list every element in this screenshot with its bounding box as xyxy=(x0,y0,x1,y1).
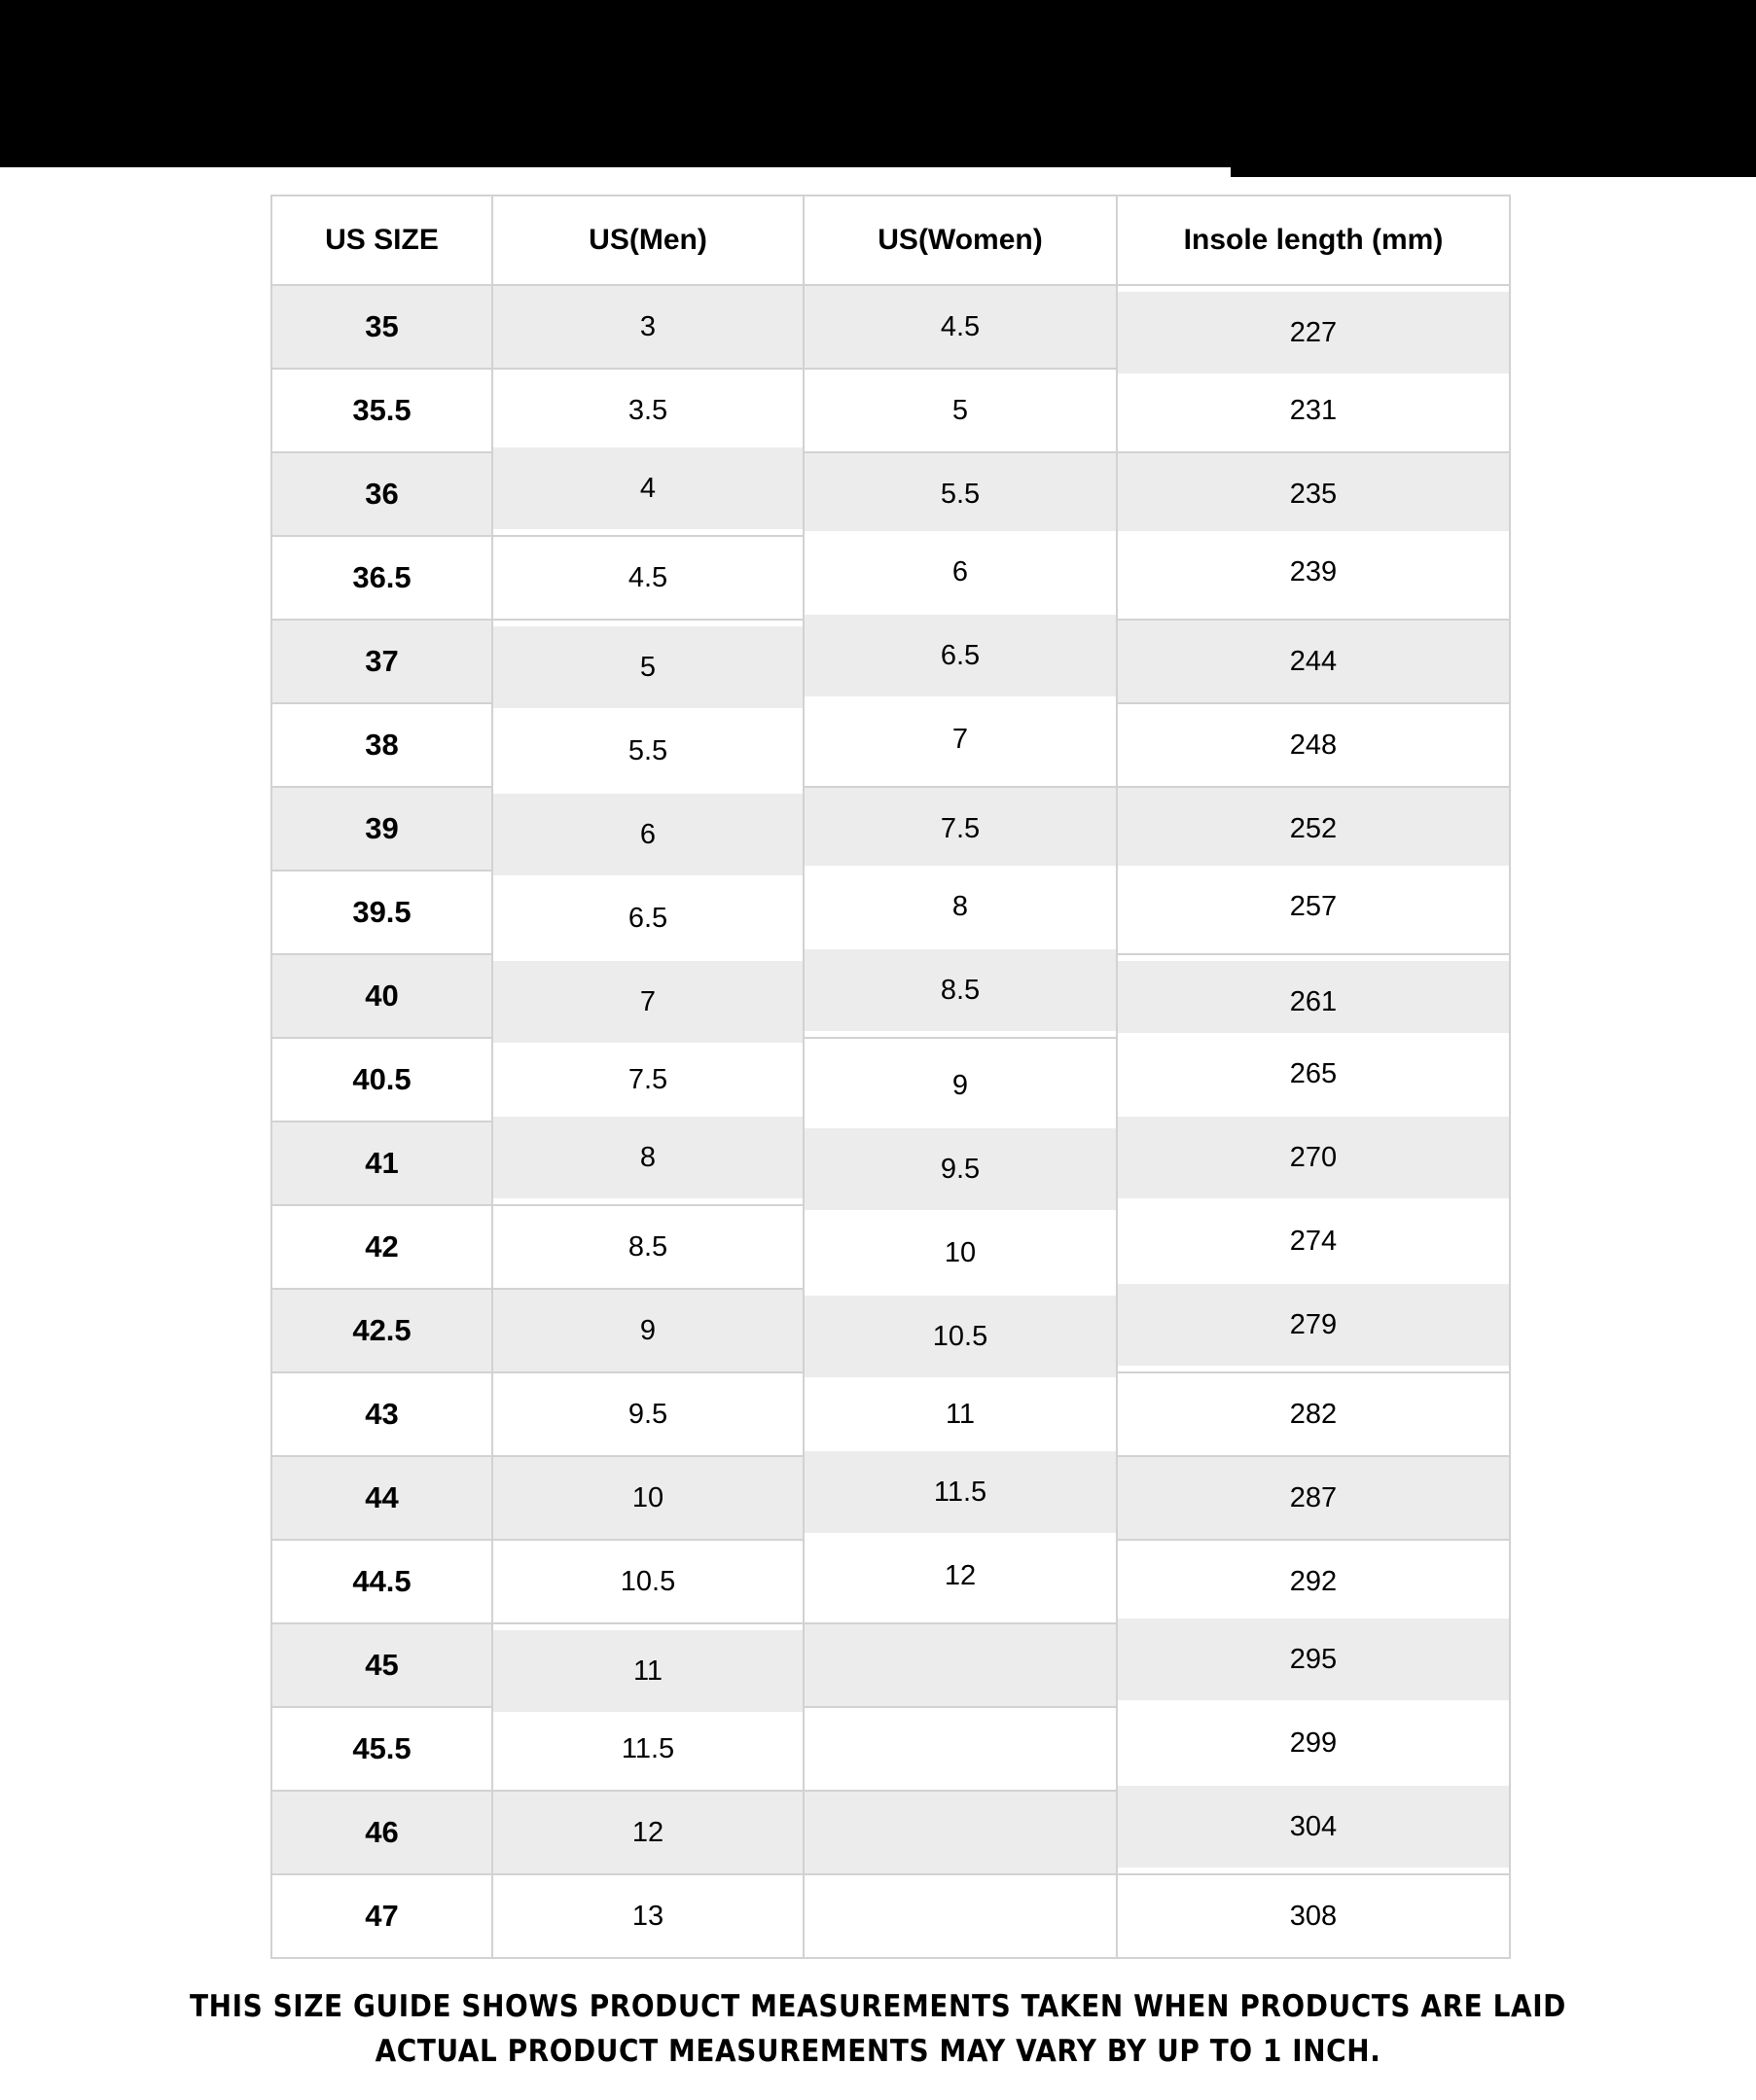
cell-insole-length: 295 xyxy=(1117,1618,1510,1701)
cell-us-size: 44.5 xyxy=(271,1540,492,1623)
cell-insole-length: 252 xyxy=(1117,787,1510,871)
table-row xyxy=(271,1791,1510,1874)
cell-us-size: 41 xyxy=(271,1121,492,1205)
cell-us-men: 3 xyxy=(492,285,804,369)
table-row xyxy=(271,871,1510,954)
cell-us-men: 11 xyxy=(492,1629,804,1713)
table-row xyxy=(271,620,1510,703)
cell-us-men: 8 xyxy=(492,1116,804,1199)
cell-us-women xyxy=(804,1874,1117,1958)
cell-us-size: 45.5 xyxy=(271,1707,492,1791)
cell-us-men: 12 xyxy=(492,1791,804,1874)
cell-us-size: 47 xyxy=(271,1874,492,1958)
cell-insole-length: 287 xyxy=(1117,1456,1510,1540)
cell-us-size: 37 xyxy=(271,620,492,703)
cell-us-size: 39.5 xyxy=(271,871,492,954)
cell-insole-length: 261 xyxy=(1117,960,1510,1044)
cell-us-men: 5 xyxy=(492,625,804,709)
cell-us-men: 5.5 xyxy=(492,709,804,793)
cell-us-size: 42.5 xyxy=(271,1289,492,1372)
cell-us-women: 11 xyxy=(804,1372,1117,1456)
cell-us-size: 40.5 xyxy=(271,1038,492,1121)
column-header-insole-length: Insole length (mm) xyxy=(1117,196,1510,285)
table-row xyxy=(271,369,1510,452)
cell-us-women: 7 xyxy=(804,697,1117,781)
cell-us-size: 36 xyxy=(271,452,492,536)
table-row xyxy=(271,787,1510,871)
cell-us-size: 38 xyxy=(271,703,492,787)
table-row xyxy=(271,285,1510,369)
cell-us-women: 6.5 xyxy=(804,614,1117,697)
cell-us-size: 42 xyxy=(271,1205,492,1289)
cell-us-women xyxy=(804,1791,1117,1874)
table-row xyxy=(271,703,1510,787)
cell-us-size: 40 xyxy=(271,954,492,1038)
cell-us-size: 36.5 xyxy=(271,536,492,620)
cell-us-women: 9 xyxy=(804,1044,1117,1127)
cell-us-women xyxy=(804,1623,1117,1707)
table-body xyxy=(271,285,1510,1958)
table-row xyxy=(271,452,1510,536)
cell-us-men: 10.5 xyxy=(492,1540,804,1623)
table-row xyxy=(271,1540,1510,1623)
cell-insole-length: 244 xyxy=(1117,620,1510,703)
cell-us-size: 45 xyxy=(271,1623,492,1707)
cell-us-men: 9.5 xyxy=(492,1372,804,1456)
cell-us-men: 9 xyxy=(492,1289,804,1372)
table-row xyxy=(271,1623,1510,1707)
footer-line-2: ACTUAL PRODUCT MEASUREMENTS MAY VARY BY UP TO 1 INCH. xyxy=(375,2034,1381,2069)
column-header-us-men: US(Men) xyxy=(492,196,804,285)
cell-us-women: 9.5 xyxy=(804,1127,1117,1211)
cell-us-men: 7.5 xyxy=(492,1038,804,1121)
cell-insole-length: 292 xyxy=(1117,1540,1510,1623)
cell-us-women: 5.5 xyxy=(804,452,1117,536)
footer-line-1: THIS SIZE GUIDE SHOWS PRODUCT MEASUREMENTS TAKEN WHEN PRODUCTS ARE LAID xyxy=(190,1989,1566,2024)
cell-us-women: 4.5 xyxy=(804,285,1117,369)
cell-us-size: 46 xyxy=(271,1791,492,1874)
cell-us-men: 13 xyxy=(492,1874,804,1958)
cell-insole-length: 227 xyxy=(1117,291,1510,374)
cell-us-men: 3.5 xyxy=(492,369,804,452)
cell-us-women xyxy=(804,1707,1117,1791)
cell-insole-length: 265 xyxy=(1117,1032,1510,1116)
column-header-us-size: US SIZE xyxy=(271,196,492,285)
cell-insole-length: 270 xyxy=(1117,1116,1510,1199)
table-header-row xyxy=(271,196,1510,285)
cell-insole-length: 235 xyxy=(1117,452,1510,536)
cell-us-women: 11.5 xyxy=(804,1450,1117,1534)
table-row xyxy=(271,1289,1510,1372)
table-header xyxy=(271,196,1510,285)
table-row xyxy=(271,536,1510,620)
cell-us-women: 12 xyxy=(804,1534,1117,1618)
table-row xyxy=(271,1874,1510,1958)
cell-us-women: 5 xyxy=(804,369,1117,452)
table-row xyxy=(271,1205,1510,1289)
table-row xyxy=(271,1121,1510,1205)
cell-us-size: 43 xyxy=(271,1372,492,1456)
cell-us-men: 7 xyxy=(492,960,804,1044)
table-row xyxy=(271,954,1510,1038)
cell-us-men: 4.5 xyxy=(492,536,804,620)
column-header-us-women: US(Women) xyxy=(804,196,1117,285)
cell-us-women: 10 xyxy=(804,1211,1117,1295)
cell-insole-length: 239 xyxy=(1117,530,1510,614)
table-row xyxy=(271,1372,1510,1456)
size-chart-container xyxy=(270,195,1509,1959)
cell-insole-length: 279 xyxy=(1117,1283,1510,1367)
cell-us-men: 11.5 xyxy=(492,1707,804,1791)
cell-insole-length: 231 xyxy=(1117,369,1510,452)
cell-us-size: 35 xyxy=(271,285,492,369)
cell-us-men: 6 xyxy=(492,793,804,876)
table-row xyxy=(271,1456,1510,1540)
cell-us-size: 44 xyxy=(271,1456,492,1540)
cell-us-women: 8 xyxy=(804,865,1117,948)
top-band-right-block xyxy=(1231,0,1756,177)
cell-us-men: 4 xyxy=(492,446,804,530)
cell-us-men: 6.5 xyxy=(492,876,804,960)
top-band-left-block xyxy=(0,0,226,167)
cell-us-size: 35.5 xyxy=(271,369,492,452)
footer-note xyxy=(0,1984,1756,2074)
cell-us-men: 10 xyxy=(492,1456,804,1540)
cell-us-women: 7.5 xyxy=(804,787,1117,871)
cell-us-women: 10.5 xyxy=(804,1295,1117,1378)
cell-insole-length: 274 xyxy=(1117,1199,1510,1283)
cell-us-size: 39 xyxy=(271,787,492,871)
cell-us-women: 8.5 xyxy=(804,948,1117,1032)
table-row xyxy=(271,1707,1510,1791)
cell-insole-length: 248 xyxy=(1117,703,1510,787)
cell-insole-length: 304 xyxy=(1117,1785,1510,1869)
table-row xyxy=(271,1038,1510,1121)
cell-us-men: 8.5 xyxy=(492,1205,804,1289)
cell-insole-length: 299 xyxy=(1117,1701,1510,1785)
cell-insole-length: 282 xyxy=(1117,1372,1510,1456)
size-chart-table xyxy=(270,195,1511,1959)
cell-us-women: 6 xyxy=(804,530,1117,614)
cell-insole-length: 257 xyxy=(1117,865,1510,948)
cell-insole-length: 308 xyxy=(1117,1874,1510,1958)
